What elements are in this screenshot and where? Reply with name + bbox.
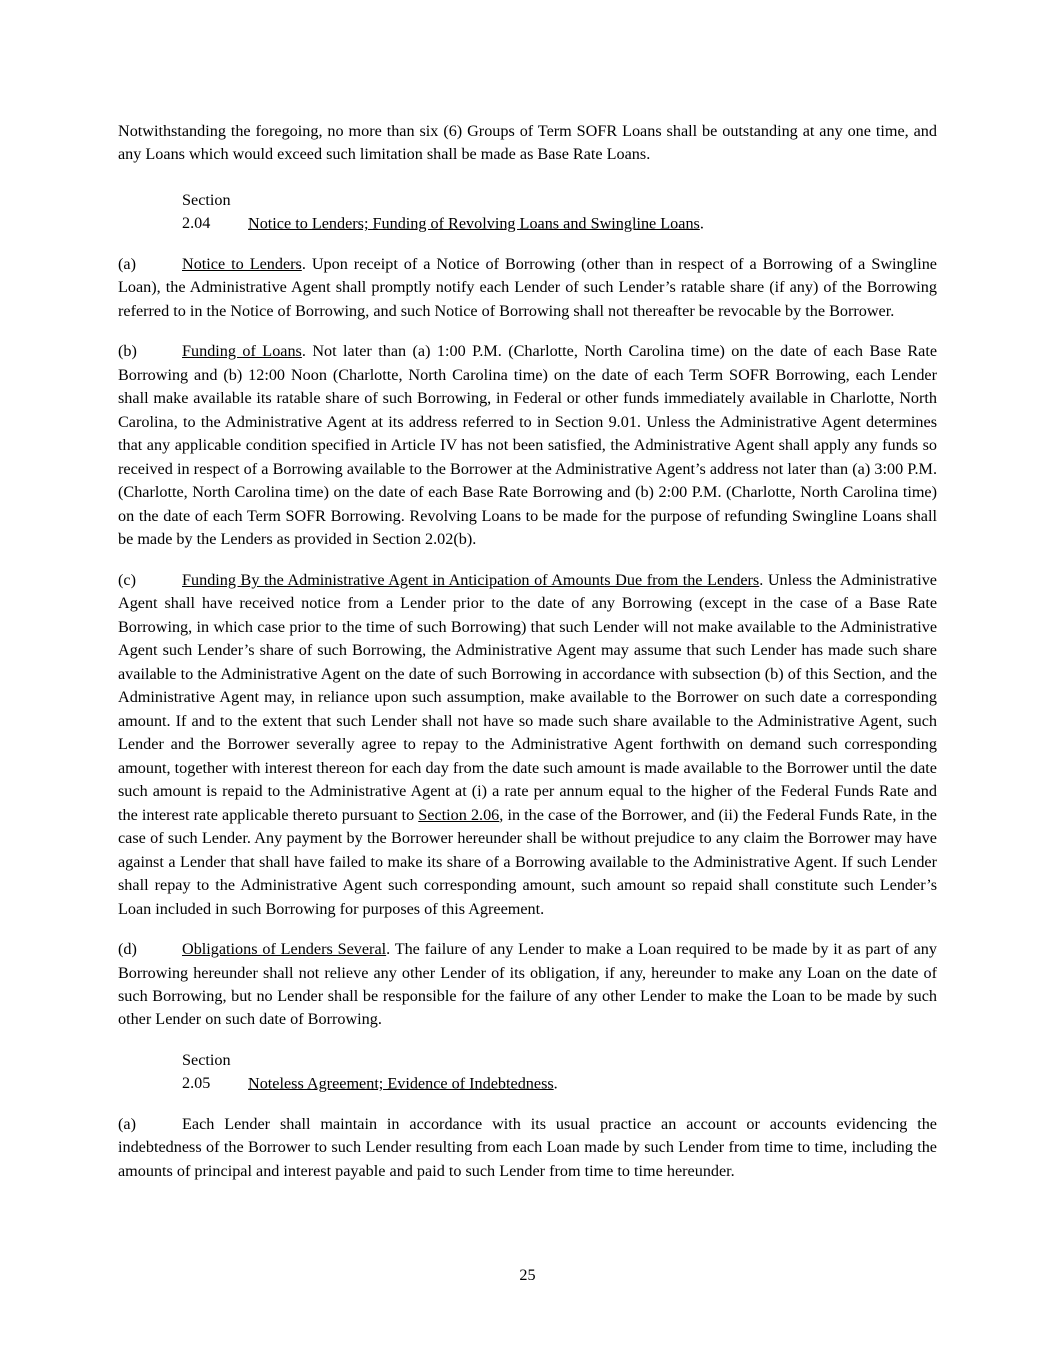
paragraph-intro-text: Notwithstanding the foregoing, no more than six (6) Groups of Term SOFR Loans shall be outstanding at any one time, and any Loans which would exceed such limitation shall be made as Base Rate Loans.: [118, 122, 937, 164]
section-title-2-04-period: .: [699, 214, 704, 233]
paragraph-a-heading: Notice to Lenders: [182, 254, 302, 273]
paragraph-d: [118, 938, 937, 1032]
section-number-2-05: Section 2.05: [182, 1050, 231, 1093]
page-number: 25: [519, 1265, 536, 1284]
section-title-2-04: Notice to Lenders; Funding of Revolving Loans and Swingline Loans: [248, 214, 700, 233]
section-heading-2-04: [118, 189, 937, 236]
paragraph-b-body: . Not later than (a) 1:00 P.M. (Charlotte, North Carolina time) on the date of each Base Rate Borrowing and (b) 12:00 Noon (Charlotte, North Carolina time) on the date of each Term SOFR Borrowing, each Lender shall make available its ratable share of such Borrowing, in Federal or other funds immediately available in Charlotte, North Carolina, to the Administrative Agent at its address referred to in Section 9.01. Unless the Administrative Agent determines that any applicable condition specified in Article IV has not been satisfied, the Administrative Agent shall apply any funds so received in respect of a Borrowing available to the Borrower at the Administrative Agent’s address not later than (a) 3:00 P.M. (Charlotte, North Carolina time) on the date of each Base Rate Borrowing and (b) 2:00 P.M. (Charlotte, North Carolina time) on the date of each Term SOFR Borrowing. Revolving Loans to be made for the purpose of refunding Swingline Loans shall be made by the Lenders as provided in Section 2.02(b).: [118, 342, 938, 549]
cross-reference-section-2-06[interactable]: Section 2.06: [418, 805, 500, 824]
paragraph-d-body: . The failure of any Lender to make a Loan required to be made by it as part of any Borrowing hereunder shall not relieve any other Lender of its obligation, if any, hereunder to make any Loan on the date of such Borrowing, but no Lender shall be responsible for the failure of any other Lender to make the Loan to be made by such other Lender on such date of Borrowing.: [118, 940, 937, 1029]
paragraph-b-label: (b): [118, 342, 137, 361]
paragraph-c-heading: Funding By the Administrative Agent in Anticipation of Amounts Due from the Lenders: [182, 570, 760, 589]
section-title-2-05-period: .: [553, 1074, 558, 1093]
paragraph-2-05-a: [118, 1113, 937, 1183]
paragraph-a: [118, 253, 937, 323]
section-title-2-05: Noteless Agreement; Evidence of Indebtedness: [248, 1074, 554, 1093]
paragraph-2-05-a-body: Each Lender shall maintain in accordance with its usual practice an account or accounts evidencing the indebtedness of the Borrower to such Lender resulting from each Loan made by such Lender from time to time, including the amounts of principal and interest payable and paid to such Lender from time to time hereunder.: [118, 1114, 937, 1180]
paragraph-d-heading: Obligations of Lenders Several: [182, 940, 387, 959]
section-heading-2-05: [118, 1049, 937, 1096]
paragraph-d-label: (d): [118, 940, 137, 959]
paragraph-b-heading: Funding of Loans: [182, 342, 302, 361]
paragraph-intro: [118, 120, 937, 167]
paragraph-c-body-part2: , in the case of the Borrower, and (ii) the Federal Funds Rate, in the case of such Lender. Any payment by the Borrower hereunder shall be without prejudice to any claim the Borrower may have against a Lender that shall have failed to make its share of a Borrowing available to the Administrative Agent. If such Lender shall repay to the Administrative Agent such corresponding amount, such amount so repaid shall constitute such Lender’s Loan included in such Borrowing for purposes of this Agreement.: [118, 805, 937, 918]
paragraph-c-body-part1: . Unless the Administrative Agent shall have received notice from a Lender prior to the date of any Borrowing (except in the case of a Base Rate Borrowing, in which case prior to the time of such Borrowing) that such Lender will not make available to the Administrative Agent such Lender’s share of such Borrowing, the Administrative Agent may assume that such Lender has made such share available to the Administrative Agent on the date of such Borrowing in accordance with subsection (b) of this Section, and the Administrative Agent may, in reliance upon such assumption, make available to the Borrower on such date a corresponding amount. If and to the extent that such Lender shall not have so made such share available to the Administrative Agent, such Lender and the Borrower severally agree to repay to the Administrative Agent forthwith on demand such corresponding amount, together with interest thereon for each day from the date such amount is made available to the Borrower until the date such amount is repaid to the Administrative Agent at (i) a rate per annum equal to the higher of the Federal Funds Rate and the interest rate applicable thereto pursuant to: [118, 570, 937, 824]
paragraph-b: [118, 340, 937, 551]
section-number-2-04: Section 2.04: [182, 190, 231, 233]
paragraph-c: [118, 569, 937, 921]
paragraph-c-label: (c): [118, 570, 136, 589]
paragraph-2-05-a-label: (a): [118, 1114, 136, 1133]
paragraph-a-body: . Upon receipt of a Notice of Borrowing (other than in respect of a Borrowing of a Swingline Loan), the Administrative Agent shall promptly notify each Lender of such Lender’s ratable share (if any) of the Borrowing referred to in the Notice of Borrowing, and such Notice of Borrowing shall not thereafter be revocable by the Borrower.: [118, 254, 937, 320]
paragraph-a-label: (a): [118, 254, 136, 273]
